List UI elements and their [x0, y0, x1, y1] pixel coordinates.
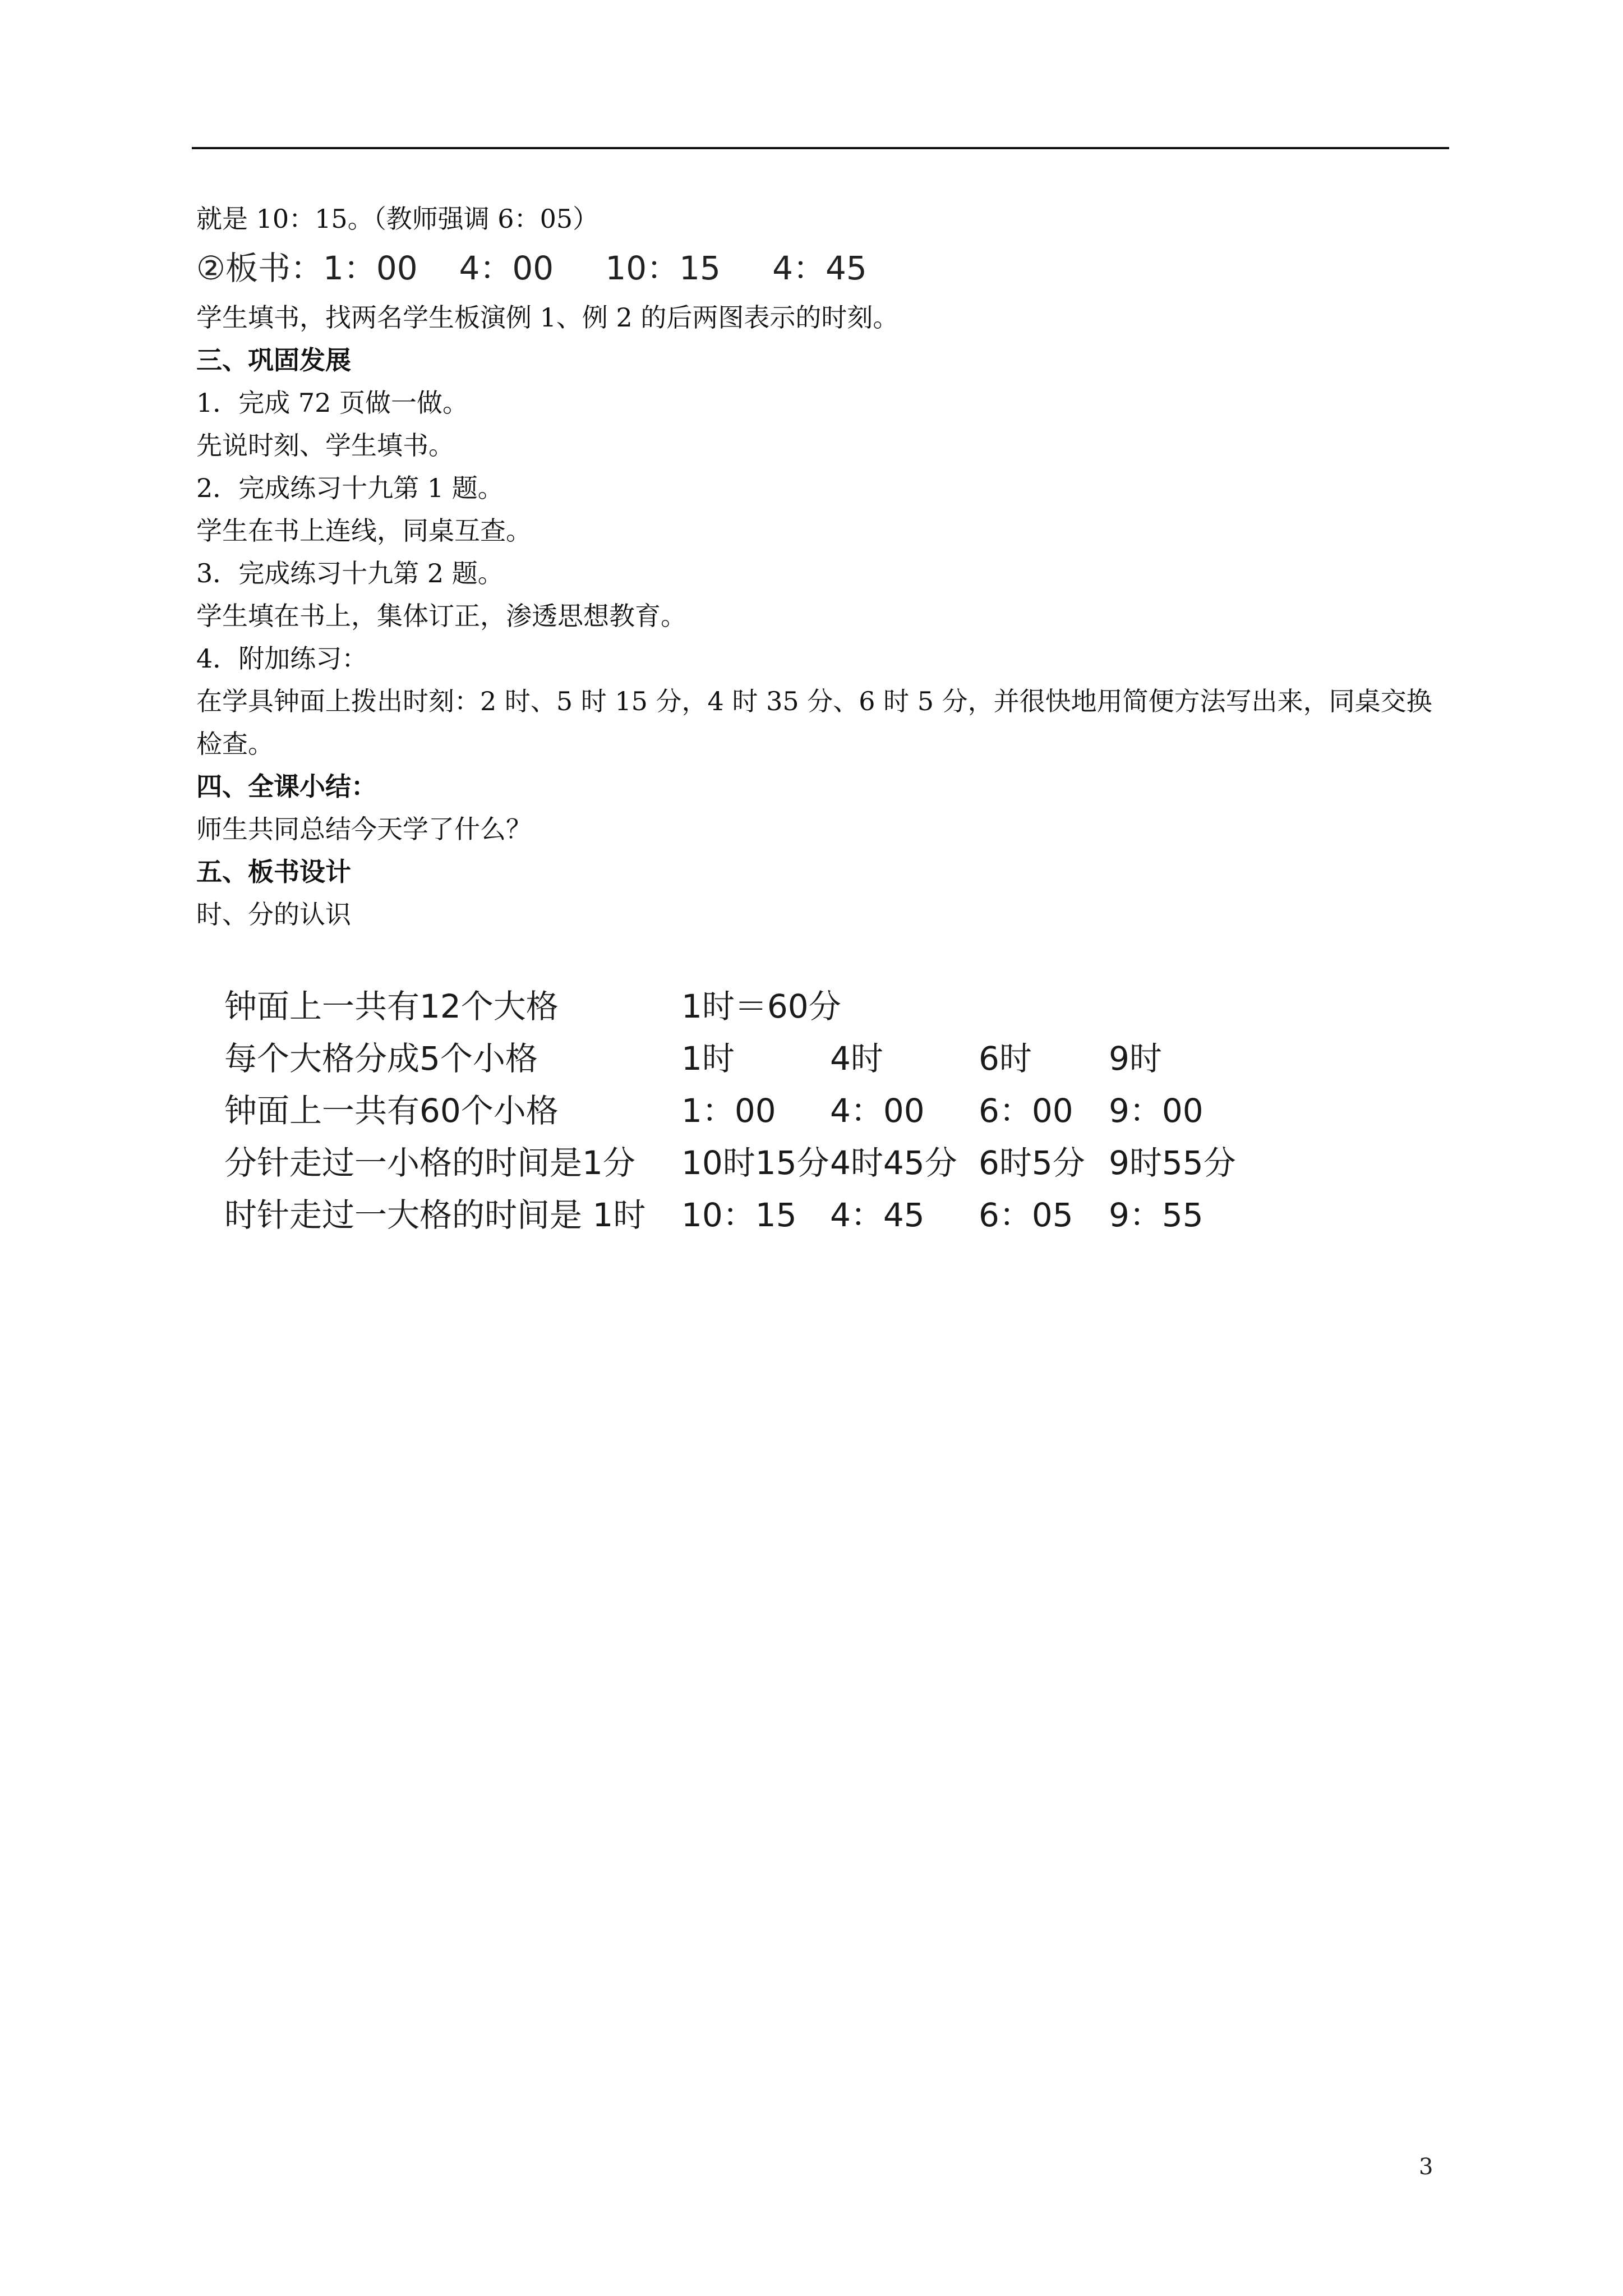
board-row-cell: 10：15 — [681, 1195, 797, 1234]
board-row-lead: 时针走过一大格的时间是 1时 — [224, 1195, 646, 1234]
board-row-lead: 每个大格分成5个小格 — [224, 1039, 538, 1078]
board-row-cell: 1：00 — [681, 1091, 776, 1130]
text-line: 3．完成练习十九第 2 题。 — [196, 558, 504, 588]
board-design-table — [224, 977, 1236, 1238]
board-row — [224, 1029, 1232, 1082]
text-line: 学生填书，找两名学生板演例 1、例 2 的后两图表示的时刻。 — [196, 302, 899, 333]
board-row-cell: 9：55 — [1109, 1195, 1204, 1234]
board-row-cell: 6：00 — [979, 1091, 1073, 1130]
text-paragraph: 在学具钟面上拨出时刻：2 时、5 时 15 分，4 时 35 分、6 时 5 分，并很快地用简便方法写出来，同桌交换检查。 — [196, 686, 1432, 759]
board-row-cell: 9时55分 — [1109, 1143, 1236, 1182]
board-row-lead: 钟面上一共有60个小格 — [224, 1091, 559, 1130]
text-line: 学生填在书上，集体订正，渗透思想教育。 — [196, 601, 686, 631]
board-row-cell: 1时＝60分 — [681, 987, 841, 1025]
board-row-lead: 分针走过一小格的时间是1分 — [224, 1143, 635, 1182]
board-row-cell: 1时 — [681, 1039, 735, 1078]
board-row — [224, 1082, 1232, 1134]
section-heading: 三、巩固发展 — [196, 345, 351, 375]
board-row-cell: 4时 — [830, 1039, 883, 1078]
board-row-cell: 9：00 — [1109, 1091, 1204, 1130]
section-heading: 四、全课小结： — [196, 771, 377, 802]
text-line: 师生共同总结今天学了什么？ — [196, 814, 532, 844]
board-row — [224, 977, 1232, 1029]
board-row-cell: 9时 — [1109, 1039, 1162, 1078]
text-line: 4．附加练习： — [196, 643, 368, 674]
board-row-cell: 4：00 — [830, 1091, 925, 1130]
board-row-lead: 钟面上一共有12个大格 — [224, 987, 559, 1025]
board-row-cell: 4：45 — [830, 1195, 925, 1234]
board-row-cell: 10时15分 — [681, 1143, 829, 1182]
board-row-cell: 6时 — [979, 1039, 1032, 1078]
section-heading: 五、板书设计 — [196, 857, 351, 887]
text-line: 就是 10：15。（教师强调 6：05） — [196, 204, 599, 234]
board-row-cell: 6：05 — [979, 1195, 1073, 1234]
text-line: 先说时刻、学生填书。 — [196, 430, 454, 461]
text-line: 时、分的认识 — [196, 899, 351, 930]
board-row-cell: 4时45分 — [830, 1143, 957, 1182]
document-body — [196, 197, 1448, 936]
board-row — [224, 1186, 1232, 1238]
header-rule — [192, 147, 1449, 149]
board-row-cell: 6时5分 — [979, 1143, 1085, 1182]
page-number: 3 — [1419, 2154, 1433, 2180]
text-line: 学生在书上连线，同桌互查。 — [196, 516, 532, 546]
text-line: 1．完成 72 页做一做。 — [196, 388, 469, 418]
text-line: 2．完成练习十九第 1 题。 — [196, 473, 504, 503]
board-writing-line: ②板书：1：00 4：00 10：15 4：45 — [196, 249, 867, 287]
board-row — [224, 1134, 1236, 1186]
